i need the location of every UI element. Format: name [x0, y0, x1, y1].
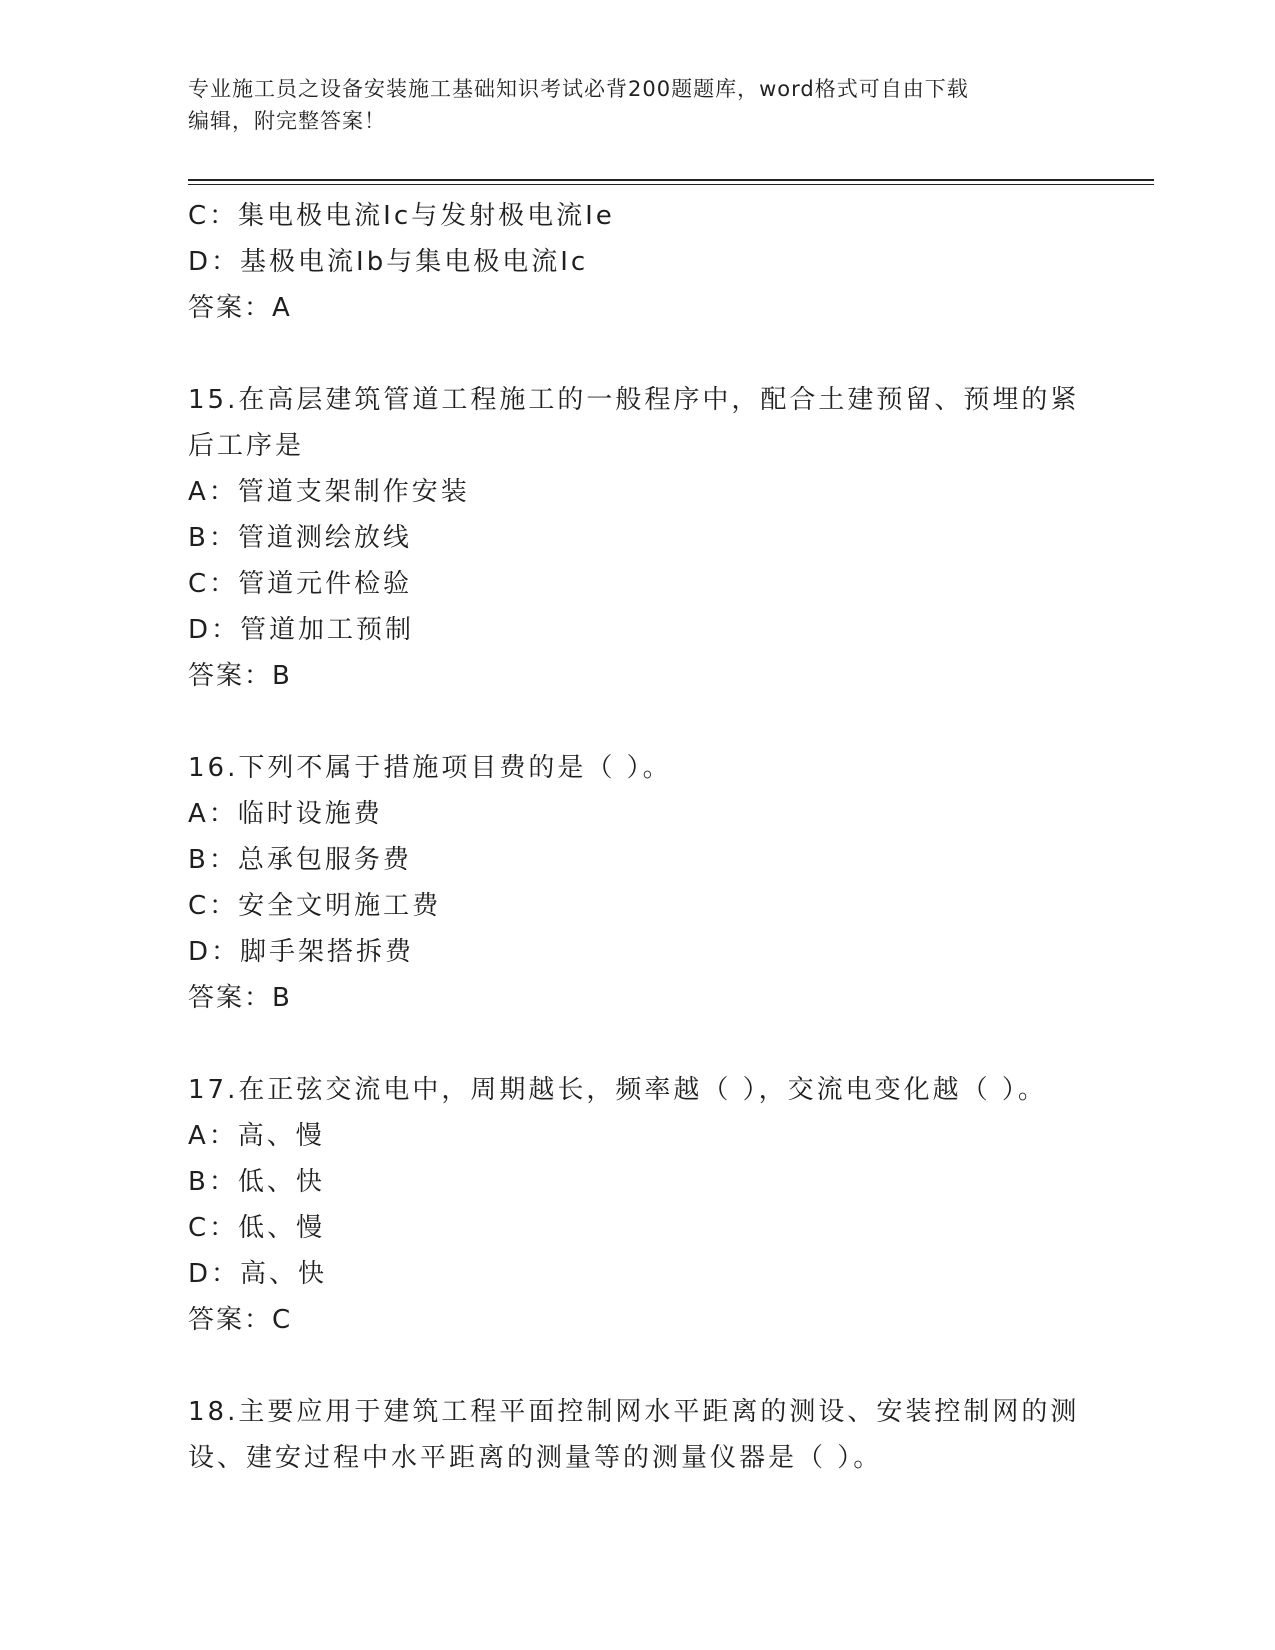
answer-line: 答案：B [188, 983, 292, 1013]
question-18 [188, 1389, 1088, 1481]
answer-line: 答案：C [188, 1305, 293, 1335]
option-c: C：集电极电流Ic与发射极电流Ie [188, 201, 615, 231]
question-14-tail [188, 193, 1088, 331]
spacer [188, 1021, 1088, 1067]
spacer [188, 699, 1088, 745]
answer-line: 答案：B [188, 661, 292, 691]
question-stem: 后工序是 [188, 431, 305, 461]
option-d: D：管道加工预制 [188, 615, 415, 645]
header-divider-thick [188, 179, 1154, 181]
question-15 [188, 377, 1088, 699]
question-stem: 18.主要应用于建筑工程平面控制网水平距离的测设、安装控制网的测 [188, 1397, 1080, 1427]
question-16 [188, 745, 1088, 1021]
question-stem: 17.在正弦交流电中，周期越长，频率越（ ），交流电变化越（ ）。 [188, 1075, 1047, 1105]
option-c: C：安全文明施工费 [188, 891, 442, 921]
document-header [188, 73, 1068, 137]
option-d: D：基极电流Ib与集电极电流Ic [188, 247, 589, 277]
spacer [188, 1343, 1088, 1389]
question-stem: 设、建安过程中水平距离的测量等的测量仪器是（ ）。 [188, 1443, 883, 1473]
header-title-line1: 专业施工员之设备安装施工基础知识考试必背200题题库，word格式可自由下载 [188, 77, 969, 101]
option-b: B：低、快 [188, 1167, 325, 1197]
question-list [188, 193, 1088, 1481]
option-a: A：临时设施费 [188, 799, 383, 829]
question-17 [188, 1067, 1088, 1343]
option-b: B：管道测绘放线 [188, 523, 412, 553]
option-c: C：管道元件检验 [188, 569, 413, 599]
option-c: C：低、慢 [188, 1213, 326, 1243]
question-stem: 15.在高层建筑管道工程施工的一般程序中，配合土建预留、预埋的紧 [188, 385, 1080, 415]
header-divider-thin [188, 184, 1154, 185]
answer-line: 答案：A [188, 293, 292, 323]
question-stem: 16.下列不属于措施项目费的是（ ）。 [188, 753, 672, 783]
spacer [188, 331, 1088, 377]
option-a: A：高、慢 [188, 1121, 325, 1151]
header-title-line2: 编辑，附完整答案！ [188, 109, 386, 133]
option-d: D：脚手架搭拆费 [188, 937, 415, 967]
option-d: D：高、快 [188, 1259, 328, 1289]
option-b: B：总承包服务费 [188, 845, 412, 875]
option-a: A：管道支架制作安装 [188, 477, 470, 507]
